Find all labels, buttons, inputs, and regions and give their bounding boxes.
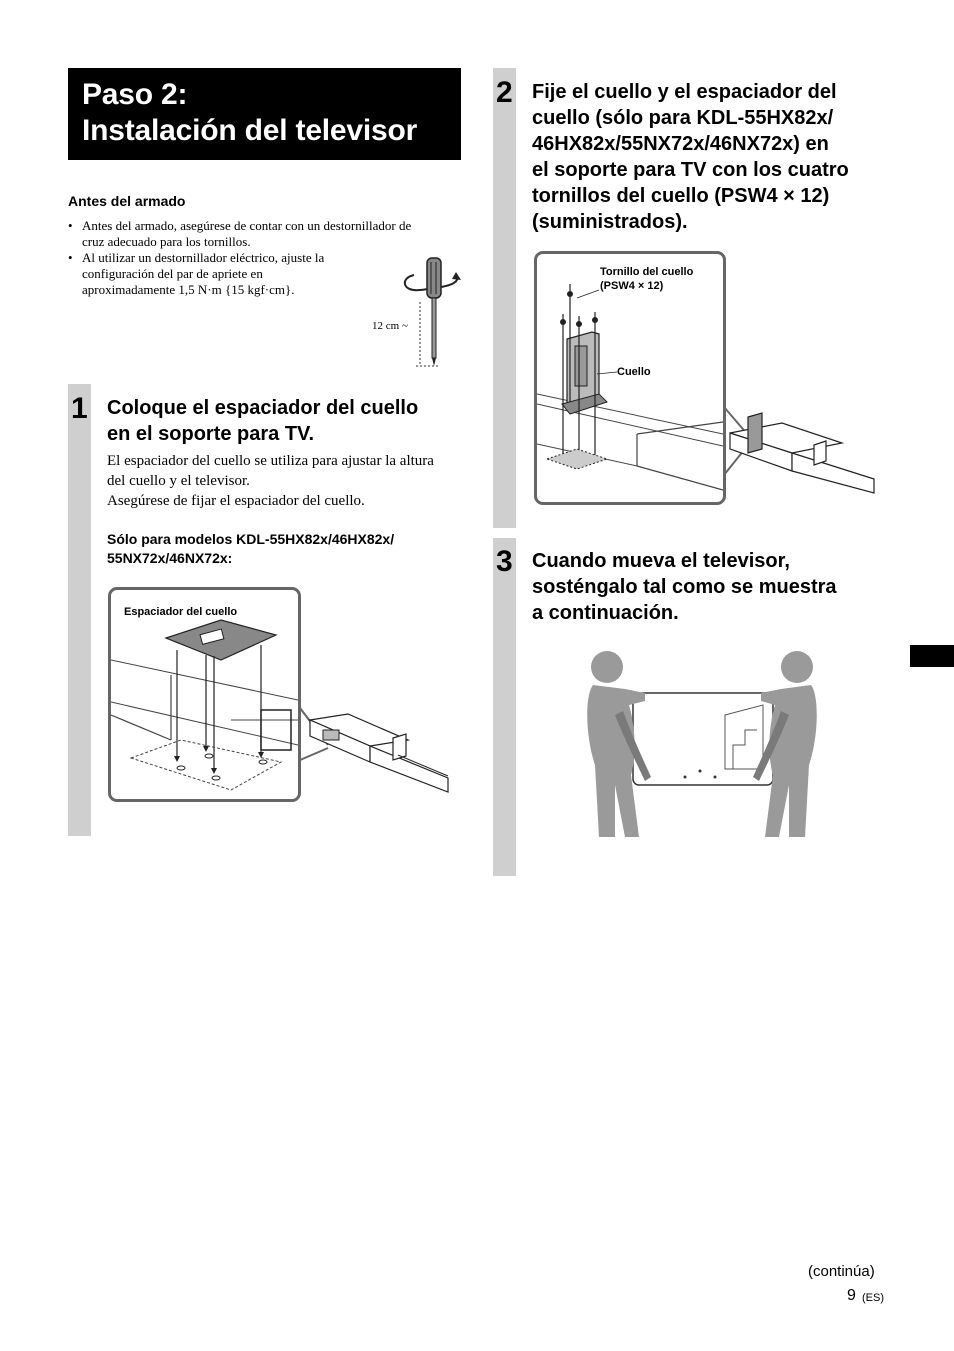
step3-heading-line2: sosténgalo tal como se muestra (532, 576, 837, 598)
step2-bar (493, 68, 516, 528)
step1-models-line1: Sólo para modelos KDL-55HX82x/46HX82x/ (107, 531, 395, 547)
neck-screw-label-line1: Tornillo del cuello (600, 266, 694, 278)
neck-assembly-illustration (537, 254, 723, 502)
bullet2-line2: configuración del par de apriete en (82, 266, 263, 281)
page-title-line1: Paso 2: (82, 78, 188, 111)
step1-heading-line1: Coloque el espaciador del cuello (107, 397, 419, 419)
step2-number: 2 (496, 76, 513, 109)
step3-heading-line1: Cuando mueva el televisor, (532, 550, 790, 572)
spacer-label: Espaciador del cuello (124, 606, 238, 618)
bullet1-marker: • (68, 218, 73, 233)
step2-heading-line4: el soporte para TV con los cuatro (532, 159, 849, 181)
intro-heading: Antes del armado (68, 193, 186, 209)
step2-heading-line6: (suministrados). (532, 211, 688, 233)
continues-label: (continúa) (808, 1263, 875, 1280)
step2-heading-line5: tornillos del cuello (PSW4 × 12) (532, 185, 830, 207)
bullet1-line1: Antes del armado, asegúrese de contar con un destornillador de (82, 218, 412, 233)
step3-heading-line3: a continuación. (532, 602, 679, 624)
step1-body-line3: Asegúrese de fijar el espaciador del cuello. (107, 493, 365, 509)
step1-figure-frame (108, 587, 301, 802)
screwdriver-length-label: 12 cm ~ (372, 320, 408, 332)
page-language: (ES) (862, 1292, 884, 1304)
step2-stand-base-illustration (722, 395, 878, 495)
page-number: 9 (847, 1287, 856, 1304)
page-title-box (68, 68, 461, 160)
step2-heading-line2: cuello (sólo para KDL-55HX82x/ (532, 107, 834, 129)
two-people-carrying-tv-illustration (585, 645, 821, 837)
step1-stand-base-illustration (298, 700, 450, 800)
step1-body-line1: El espaciador del cuello se utiliza para ajustar la altura (107, 453, 434, 469)
neck-spacer-illustration (111, 590, 298, 799)
bullet2-line3: aproximadamente 1,5 N·m {15 kgf·cm}. (82, 282, 295, 297)
neck-screw-label-line2: (PSW4 × 12) (600, 280, 664, 292)
step2-figure-frame (534, 251, 726, 505)
screwdriver-illustration (372, 250, 462, 370)
bullet1-line2: cruz adecuado para los tornillos. (82, 234, 251, 249)
step1-body-line2: del cuello y el televisor. (107, 473, 250, 489)
section-tab-marker (910, 645, 954, 667)
page-title-line2: Instalación del televisor (82, 114, 418, 147)
neck-label: Cuello (617, 366, 651, 378)
step2-heading-line3: 46HX82x/55NX72x/46NX72x) en (532, 133, 829, 155)
step1-number: 1 (71, 392, 88, 425)
step1-heading-line2: en el soporte para TV. (107, 423, 315, 445)
bullet2-line1: Al utilizar un destornillador eléctrico, ajuste la (82, 250, 325, 265)
screwdriver-icon (372, 250, 462, 370)
step3-number: 3 (496, 545, 513, 578)
step1-bar (68, 384, 91, 836)
bullet2-marker: • (68, 250, 73, 265)
step1-models-line2: 55NX72x/46NX72x: (107, 550, 233, 566)
step3-bar (493, 538, 516, 876)
step2-heading-line1: Fije el cuello y el espaciador del (532, 81, 837, 103)
